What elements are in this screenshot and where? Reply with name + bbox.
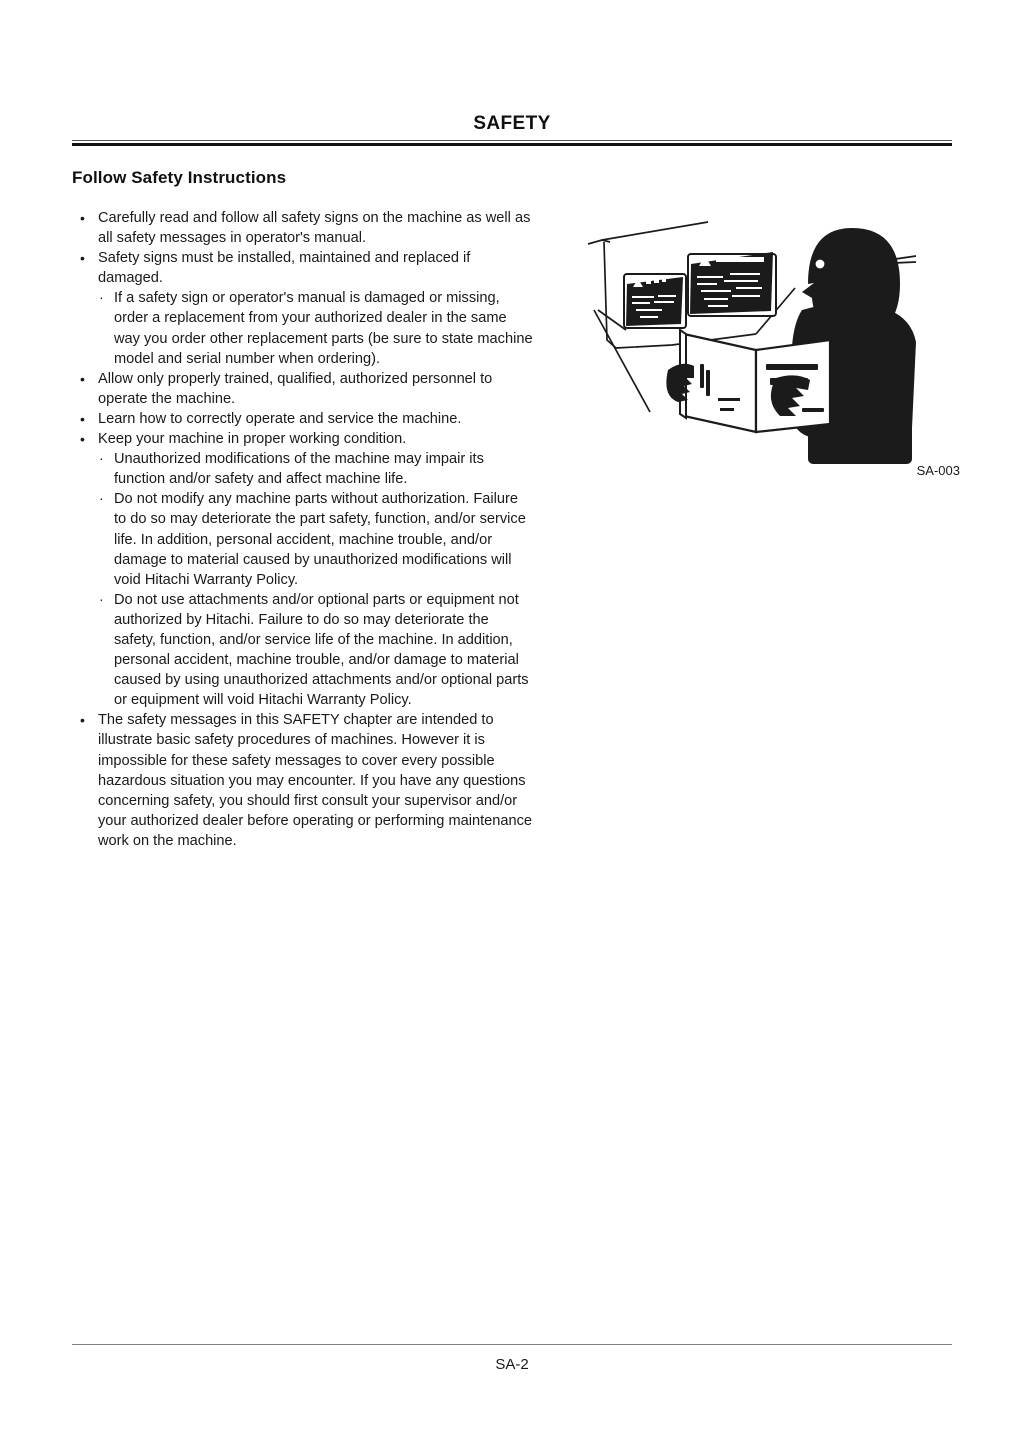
page-title: SAFETY bbox=[473, 113, 551, 134]
bullet-glyph-level2: · bbox=[99, 289, 104, 306]
safety-bullet-item bbox=[72, 369, 534, 409]
safety-bullet-text: Learn how to correctly operate and service the machine. bbox=[98, 410, 462, 427]
safety-subbullet-item bbox=[98, 489, 534, 589]
safety-bullet-item bbox=[72, 429, 534, 710]
page-number: SA-2 bbox=[495, 1356, 529, 1373]
safety-subbullet-item bbox=[98, 288, 534, 368]
safety-subbullet-item bbox=[98, 590, 534, 711]
figure-illustration bbox=[580, 212, 970, 487]
safety-subbullet-text: Do not use attachments and/or optional parts or equipment not authorized by Hitachi. Failure to do so may deteriorate the safety, function, and/or service life of the machine. In addition, personal accident, machine trouble, and/or damage to material caused by using unauthorized attachments and/or optional parts or equipment will void Hitachi Warranty Policy. bbox=[114, 591, 529, 709]
safety-bullet-text: Safety signs must be installed, maintained and replaced if damaged. bbox=[98, 250, 471, 287]
safety-bullet-item bbox=[72, 409, 534, 429]
safety-subbullet-item bbox=[98, 449, 534, 489]
safety-subbullet-text: If a safety sign or operator's manual is damaged or missing, order a replacement from your authorized dealer in the same way you order other replacement parts (be sure to state machine model and serial number when ordering). bbox=[114, 290, 533, 367]
warning-decal-left bbox=[624, 274, 686, 328]
safety-bullet-item bbox=[72, 208, 534, 248]
bullet-glyph-level2: · bbox=[99, 450, 104, 467]
bullet-glyph-level1: • bbox=[80, 210, 85, 226]
safety-sub-list bbox=[98, 288, 534, 368]
bullet-glyph-level1: • bbox=[80, 370, 85, 387]
safety-bullet-item bbox=[72, 248, 534, 369]
bullet-glyph-level1: • bbox=[80, 410, 85, 427]
body-text-column bbox=[72, 208, 534, 851]
header-divider bbox=[72, 140, 952, 146]
safety-subbullet-text: Do not modify any machine parts without authorization. Failure to do so may deteriorate the part safety, function, and/or service life. In addition, personal accident, machine trouble, and/or damage to material caused by unauthorized modifications will void Hitachi Warranty Policy. bbox=[114, 491, 526, 588]
page-header bbox=[72, 112, 952, 146]
safety-bullet-text: The safety messages in this SAFETY chapter are intended to illustrate basic safety procedures of machines. However it is impossible for these safety messages to cover every possible hazardous situation you may encounter. If you have any questions concerning safety, you should first consult your supervisor and/or your authorized dealer before operating or performing maintenance work on the machine. bbox=[98, 712, 533, 849]
safety-subbullet-text: Unauthorized modifications of the machine may impair its function and/or safety and affect machine life. bbox=[114, 451, 484, 488]
bullet-glyph-level1: • bbox=[80, 431, 85, 448]
bullet-glyph-level2: · bbox=[99, 490, 104, 507]
bullet-glyph-level1: • bbox=[80, 712, 85, 729]
safety-bullet-item bbox=[72, 710, 534, 851]
safety-bullet-text: Keep your machine in proper working condition. bbox=[98, 431, 407, 448]
figure-caption: SA-003 bbox=[916, 463, 960, 478]
bullet-glyph-level1: • bbox=[80, 250, 85, 267]
safety-sub-list bbox=[98, 449, 534, 710]
warning-decal-right bbox=[688, 252, 776, 316]
section-heading: Follow Safety Instructions bbox=[72, 168, 287, 187]
footer-divider bbox=[72, 1344, 952, 1345]
safety-bullet-text: Carefully read and follow all safety signs on the machine as well as all safety messages in operator's manual. bbox=[98, 210, 531, 247]
bullet-glyph-level2: · bbox=[99, 590, 104, 607]
header-divider-thick bbox=[72, 143, 952, 146]
safety-bullet-text: Allow only properly trained, qualified, authorized personnel to operate the machine. bbox=[98, 370, 493, 407]
safety-instruction-list bbox=[72, 208, 534, 851]
